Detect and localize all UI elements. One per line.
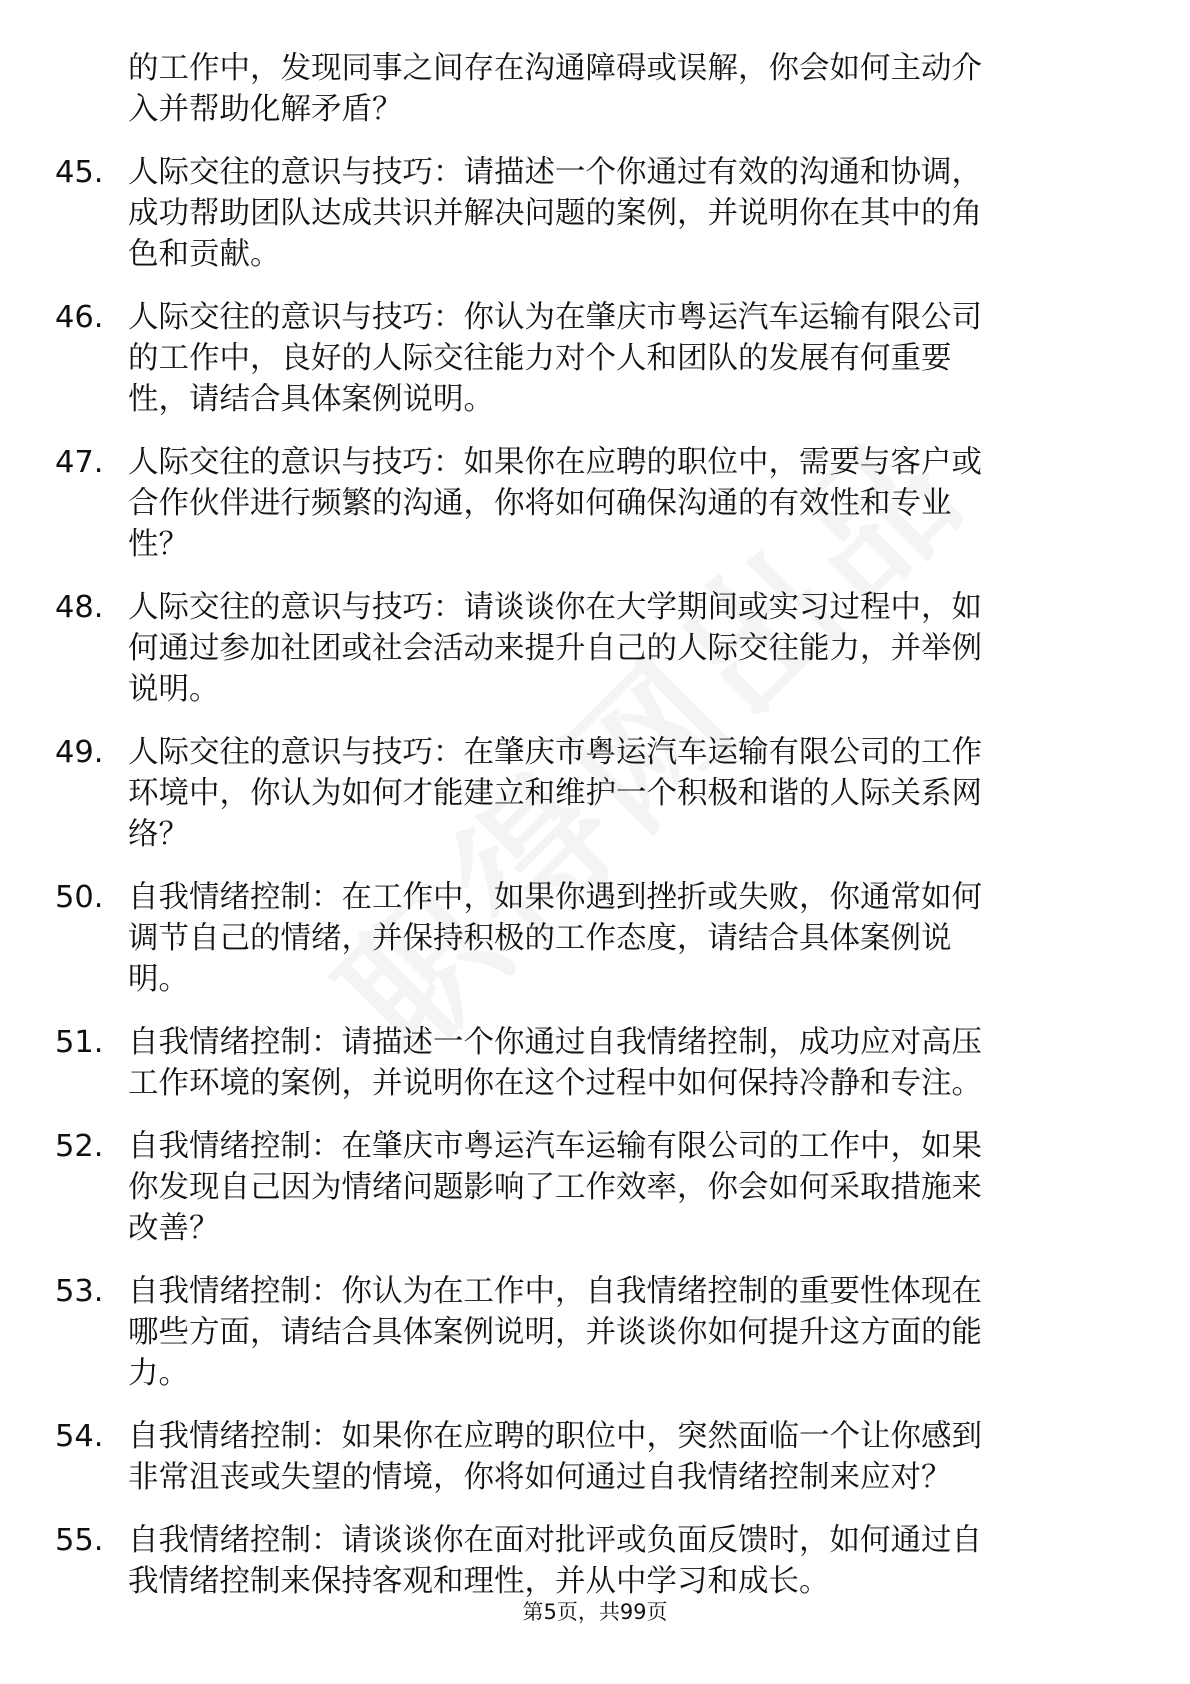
text-line: 成功帮助团队达成共识并解决问题的案例，并说明你在其中的角 (128, 196, 982, 231)
question-item-50 (55, 877, 1105, 1000)
text-line: 人际交往的意识与技巧：请谈谈你在大学期间或实习过程中，如 (128, 590, 982, 625)
item-text (128, 1520, 1103, 1602)
text-line: 改善？ (128, 1211, 220, 1246)
text-line: 人际交往的意识与技巧：你认为在肇庆市粤运汽车运输有限公司 (128, 300, 982, 335)
question-item-45 (55, 152, 1105, 275)
text-line: 何通过参加社团或社会活动来提升自己的人际交往能力，并举例 (128, 631, 982, 666)
item-text (128, 732, 1103, 855)
question-item-55 (55, 1520, 1105, 1602)
item-text (128, 152, 1103, 275)
item-text (128, 297, 1103, 420)
question-list (55, 48, 1105, 1624)
text-line: 自我情绪控制：请谈谈你在面对批评或负面反馈时，如何通过自 (128, 1523, 982, 1558)
text-line: 自我情绪控制：在工作中，如果你遇到挫折或失败，你通常如何 (128, 880, 982, 915)
text-line: 自我情绪控制：在肇庆市粤运汽车运输有限公司的工作中，如果 (128, 1129, 982, 1164)
text-line: 调节自己的情绪，并保持积极的工作态度，请结合具体案例说 (128, 921, 952, 956)
text-line: 明。 (128, 962, 189, 997)
text-line: 环境中，你认为如何才能建立和维护一个积极和谐的人际关系网 (128, 776, 982, 811)
text-line: 人际交往的意识与技巧：在肇庆市粤运汽车运输有限公司的工作 (128, 735, 982, 770)
text-line: 自我情绪控制：如果你在应聘的职位中，突然面临一个让你感到 (128, 1419, 982, 1454)
text-line: 哪些方面，请结合具体案例说明，并谈谈你如何提升这方面的能 (128, 1315, 982, 1350)
question-item-53 (55, 1271, 1105, 1394)
item-number: 51. (55, 1025, 104, 1060)
page-number: 第5页，共99页 (522, 1600, 668, 1624)
text-line: 自我情绪控制：请描述一个你通过自我情绪控制，成功应对高压 (128, 1025, 982, 1060)
text-line: 力。 (128, 1356, 189, 1391)
text-line: 你发现自己因为情绪问题影响了工作效率，你会如何采取措施来 (128, 1170, 982, 1205)
question-item-49 (55, 732, 1105, 855)
text-line: 入并帮助化解矛盾？ (128, 92, 403, 127)
item-text (128, 442, 1103, 565)
item-number: 52. (55, 1129, 104, 1164)
item-number: 47. (55, 445, 104, 480)
text-line: 工作环境的案例，并说明你在这个过程中如何保持冷静和专注。 (128, 1066, 982, 1101)
item-text (128, 587, 1103, 710)
text-line: 的工作中，发现同事之间存在沟通障碍或误解，你会如何主动介 (128, 51, 982, 86)
text-line: 人际交往的意识与技巧：请描述一个你通过有效的沟通和协调， (128, 155, 982, 190)
text-line: 自我情绪控制：你认为在工作中，自我情绪控制的重要性体现在 (128, 1274, 982, 1309)
text-line: 的工作中，良好的人际交往能力对个人和团队的发展有何重要 (128, 341, 952, 376)
item-text (128, 1126, 1103, 1249)
text-line: 非常沮丧或失望的情境，你将如何通过自我情绪控制来应对？ (128, 1460, 952, 1495)
text-line: 说明。 (128, 672, 220, 707)
item-text (128, 1271, 1103, 1394)
continuation-text (55, 48, 1105, 130)
question-item-52 (55, 1126, 1105, 1249)
question-item-54 (55, 1416, 1105, 1498)
item-number: 45. (55, 155, 104, 190)
text-line: 性？ (128, 527, 189, 562)
item-text (128, 877, 1103, 1000)
text-line: 色和贡献。 (128, 237, 281, 272)
question-item-46 (55, 297, 1105, 420)
text-line: 人际交往的意识与技巧：如果你在应聘的职位中，需要与客户或 (128, 445, 982, 480)
item-text (128, 1022, 1103, 1104)
text-line: 我情绪控制来保持客观和理性，并从中学习和成长。 (128, 1564, 830, 1599)
item-number: 49. (55, 735, 104, 770)
item-number: 48. (55, 590, 104, 625)
text-line: 性，请结合具体案例说明。 (128, 382, 494, 417)
item-number: 54. (55, 1419, 104, 1454)
item-number: 46. (55, 300, 104, 335)
item-number: 50. (55, 880, 104, 915)
text-line: 络？ (128, 817, 189, 852)
question-item-51 (55, 1022, 1105, 1104)
text-line: 合作伙伴进行频繁的沟通，你将如何确保沟通的有效性和专业 (128, 486, 952, 521)
item-number: 53. (55, 1274, 104, 1309)
question-item-48 (55, 587, 1105, 710)
item-number: 55. (55, 1523, 104, 1558)
question-item-47 (55, 442, 1105, 565)
item-text (128, 1416, 1103, 1498)
